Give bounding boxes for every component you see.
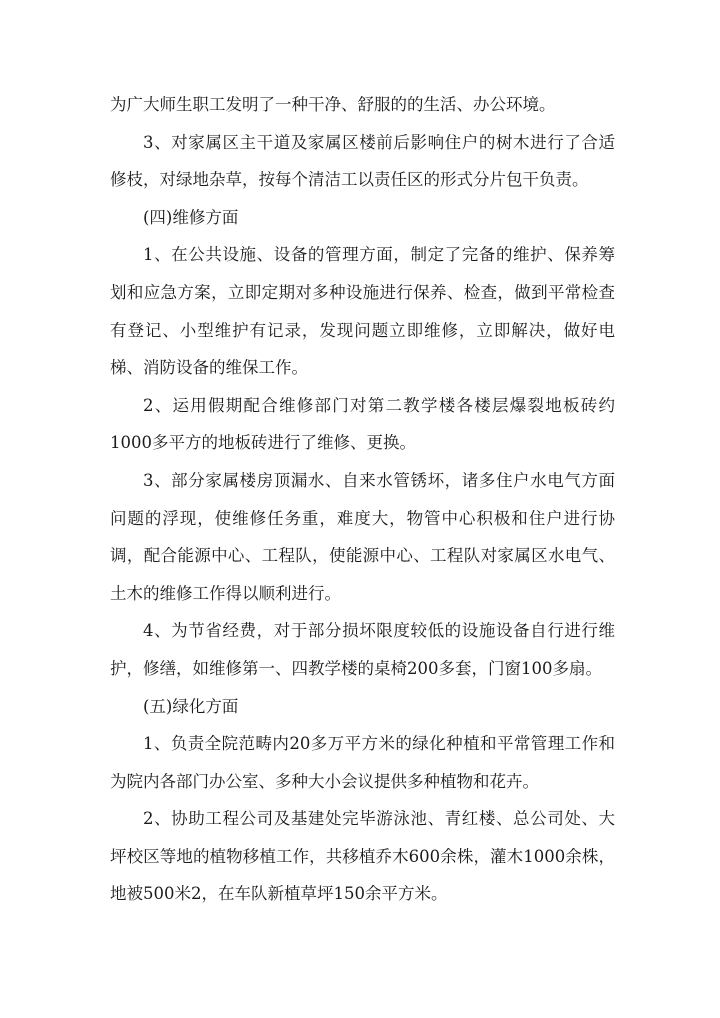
paragraph-facility-management: 1、在公共设施、设备的管理方面，制定了完备的维护、保养筹划和应急方案，立即定期对多种设施进行保养、检查，做到平常检查有登记、小型维护有记录，发现问题立即维修，立即解决，做好电梯、消防设备的维保工作。 xyxy=(110,245,615,378)
paragraph-cost-saving: 4、为节省经费，对于部分损坏限度较低的设施设备自行进行维护，修缮，如维修第一、四教学楼的桌椅200多套，门窗100多扇。 xyxy=(110,621,615,678)
paragraph-roof-leaks: 3、部分家属楼房顶漏水、自来水管锈坏，诸多住户水电气方面问题的浮现，使维修任务重，难度大，物管中心积极和住户进行协调，配合能源中心、工程队，使能源中心、工程队对家属区水电气、土木的维修工作得以顺利进行。 xyxy=(110,470,615,603)
section-heading-greening: (五)绿化方面 xyxy=(143,696,239,716)
paragraph-continuation: 为广大师生职工发明了一种干净、舒服的的生活、办公环境。 xyxy=(110,95,556,114)
paragraph-floor-tiles: 2、运用假期配合维修部门对第二教学楼各楼层爆裂地板砖约1000多平方的地板砖进行了维修、更换。 xyxy=(110,395,615,453)
paragraph-plant-transplant: 2、协助工程公司及基建处完毕游泳池、青红楼、总公司处、大坪校区等地的植物移植工作，共移植乔木600余株，灌木1000余株，地被500米2，在车队新植草坪150余平方米。 xyxy=(110,809,615,904)
paragraph-greening-management: 1、负责全院范畴内20多万平方米的绿化种植和平常管理工作和为院内各部门办公室、多种大小会议提供多种植物和花卉。 xyxy=(110,734,615,791)
paragraph-tree-pruning: 3、对家属区主干道及家属区楼前后影响住户的树木进行了合适修枝，对绿地杂草，按每个清洁工以责任区的形式分片包干负责。 xyxy=(110,132,615,190)
document-body xyxy=(110,86,615,913)
section-heading-maintenance: (四)维修方面 xyxy=(143,207,239,227)
